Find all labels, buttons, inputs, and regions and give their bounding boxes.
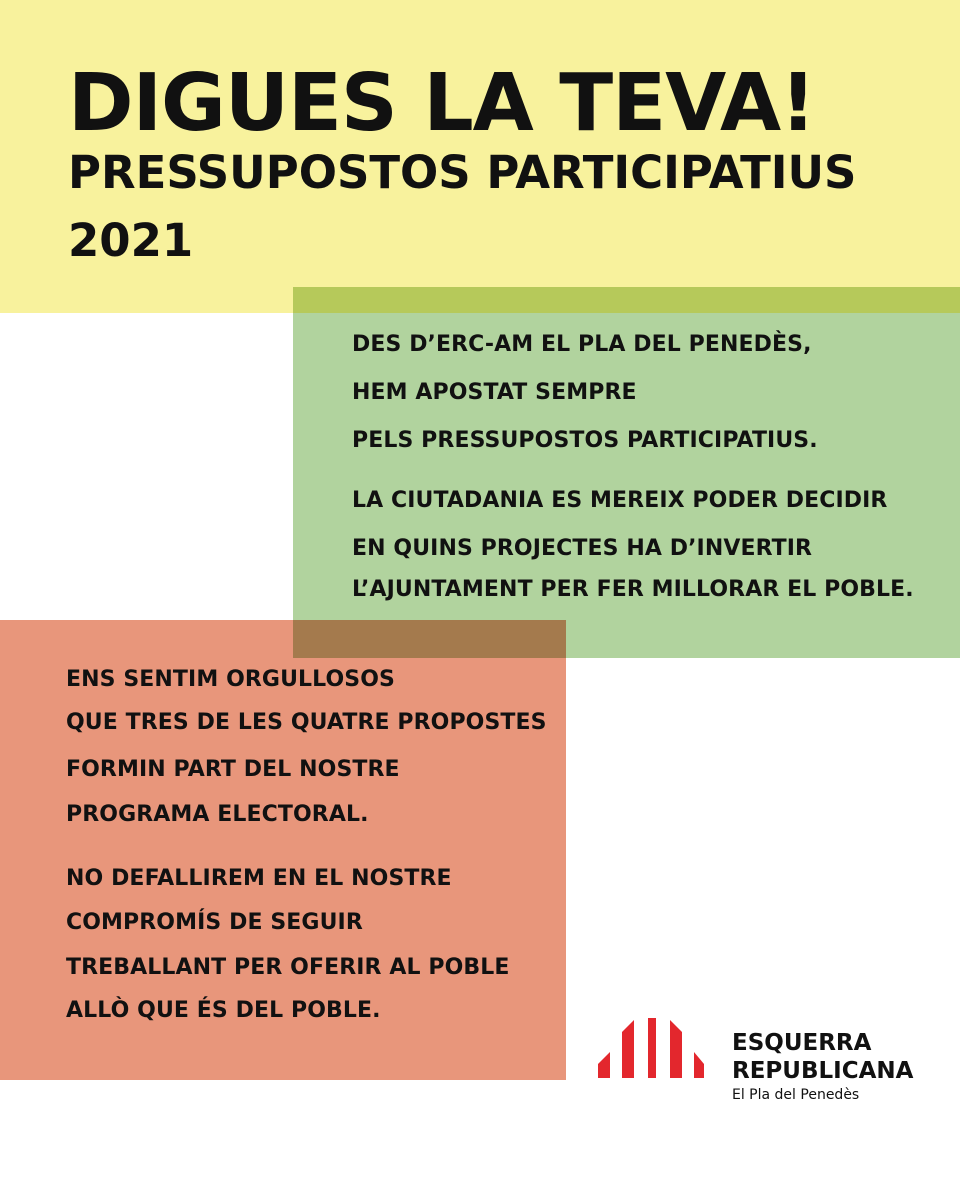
salmon-text-line: TREBALLANT PER OFERIR AL POBLE (66, 955, 510, 980)
salmon-text-line: ENS SENTIM ORGULLOSOS (66, 667, 395, 692)
green-text-panel (293, 313, 960, 658)
page-subtitle: PRESSUPOSTOS PARTICIPATIUS (68, 146, 857, 199)
green-panel-top-strip (293, 287, 960, 313)
green-text-line: PELS PRESSUPOSTOS PARTICIPATIUS. (352, 428, 818, 453)
logo-tagline: El Pla del Penedès (732, 1087, 860, 1103)
green-text-line: LA CIUTADANIA ES MEREIX PODER DECIDIR (352, 488, 888, 513)
salmon-text-line: ALLÒ QUE ÉS DEL POBLE. (66, 998, 381, 1023)
logo-name-line-1: ESQUERRA (732, 1030, 872, 1056)
green-text-line: DES D’ERC-AM EL PLA DEL PENEDÈS, (352, 332, 812, 357)
salmon-text-line: QUE TRES DE LES QUATRE PROPOSTES (66, 710, 547, 735)
salmon-text-line: PROGRAMA ELECTORAL. (66, 802, 369, 827)
page-title: DIGUES LA TEVA! (68, 57, 816, 149)
green-text-line: L’AJUNTAMENT PER FER MILLORAR EL POBLE. (352, 577, 914, 602)
panel-overlap-area (293, 620, 566, 658)
page-year: 2021 (68, 214, 194, 267)
party-logo (598, 1018, 918, 1118)
logo-name-line-2: REPUBLICANA (732, 1058, 914, 1084)
salmon-text-line: FORMIN PART DEL NOSTRE (66, 757, 400, 782)
green-text-line: EN QUINS PROJECTES HA D’INVERTIR (352, 536, 813, 561)
salmon-text-line: NO DEFALLIREM EN EL NOSTRE (66, 866, 452, 891)
senyera-bars-icon (598, 1018, 706, 1082)
salmon-text-line: COMPROMÍS DE SEGUIR (66, 910, 363, 935)
green-text-line: HEM APOSTAT SEMPRE (352, 380, 637, 405)
